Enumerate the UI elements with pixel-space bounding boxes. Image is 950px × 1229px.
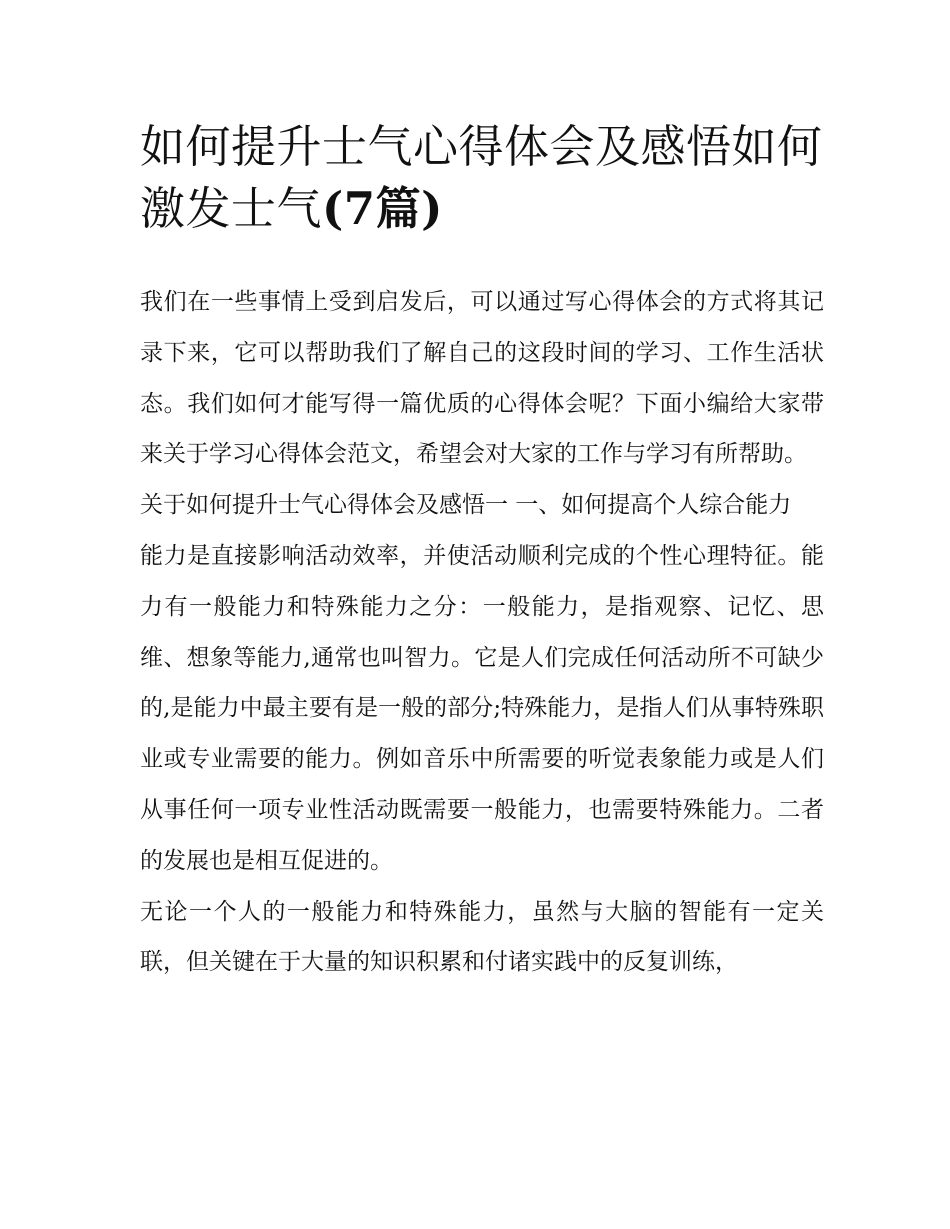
ability-paragraph: 能力是直接影响活动效率，并使活动顺利完成的个性心理特征。能力有一般能力和特殊能力之分：一般能力，是指观察、记忆、思维、想象等能力,通常也叫智力。它是人们完成任何活动所不可缺少的,是能力中最主要有是一般的部分;特殊能力，是指人们从事特殊职业或专业需要的能力。例如音乐中所需要的听觉表象能力或是人们从事任何一项专业性活动既需要一般能力，也需要特殊能力。二者的发展也是相互促进的。	[140, 542, 824, 874]
document-title-suffix: (7篇)	[322, 182, 443, 235]
document-title	[140, 116, 830, 240]
document-title-main: 如何提升士气心得体会及感悟如何激发士气	[140, 120, 823, 235]
document-body	[140, 277, 824, 988]
intro-paragraph: 我们在一些事情上受到启发后，可以通过写心得体会的方式将其记录下来，它可以帮助我们了解自己的这段时间的学习、工作生活状态。我们如何才能写得一篇优质的心得体会呢？下面小编给大家带来关于学习心得体会范文，希望会对大家的工作与学习有所帮助。	[140, 289, 824, 468]
section-heading: 关于如何提升士气心得体会及感悟一 一、如何提高个人综合能力	[140, 492, 792, 519]
closing-paragraph: 无论一个人的一般能力和特殊能力，虽然与大脑的智能有一定关联，但关键在于大量的知识积累和付诸实践中的反复训练，	[140, 898, 824, 976]
